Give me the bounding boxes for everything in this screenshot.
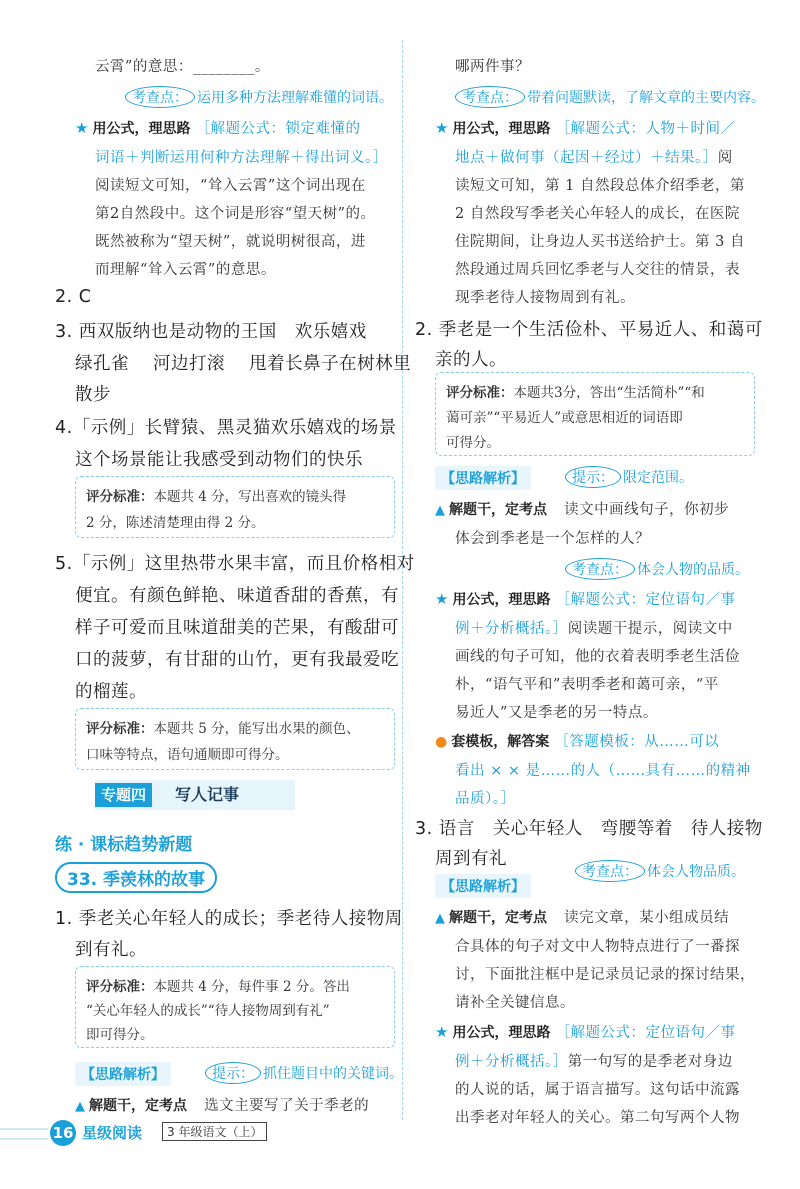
formula-text: 词语＋判断运用何种方法理解＋得出词义。］ [95, 150, 388, 166]
body-text: 讨，下面批注框中是记录员记录的探讨结果， [455, 967, 755, 983]
scoring-text: “关心年轻人的成长”“待人接物周到有礼” [86, 1003, 330, 1019]
star-icon: ★ [75, 119, 89, 137]
column-divider [402, 40, 403, 1120]
scoring-text: 即可得分。 [86, 1027, 154, 1043]
body-text: 读文中画线句子，你初步 [564, 502, 730, 518]
page-footer [0, 1118, 800, 1148]
body-text: 然段通过周兵回忆季老与人交往的情景，表 [455, 262, 740, 278]
body-text: 第一句写的是季老对身边 [567, 1054, 733, 1070]
body-text: 的人说的话，属于语言描写。这句话中流露 [455, 1082, 740, 1098]
kao-label: 考查点： [575, 860, 645, 882]
body-text: 而理解“耸入云霄”的意思。 [95, 262, 276, 278]
body-text: 阅 [717, 150, 733, 166]
template-row [435, 730, 719, 751]
tip-text: 限定范围。 [623, 470, 693, 486]
kao-text: 体会人物的品质。 [637, 562, 749, 578]
answer-3: 散步 [75, 385, 111, 405]
template-text: 品质）。］ [455, 791, 516, 807]
tip-note [565, 466, 693, 488]
analysis-row [435, 466, 531, 490]
answer-1: 1. 季老关心年轻人的成长；季老待人接物周 [55, 909, 403, 929]
kao-text: 体会人物品质。 [647, 864, 745, 880]
analysis-label: 【思路解析】 [435, 466, 531, 490]
formula-text: ［解题公式：人物＋时间／ [555, 121, 736, 137]
footer-rule [0, 1128, 48, 1140]
body-text: 出季老对年轻人的关心。第二句写两个人物 [455, 1110, 740, 1126]
kao-label: 考查点： [455, 86, 525, 108]
topic-banner [95, 780, 295, 810]
body-text: 住院期间，让身边人买书送给护士。第 3 自 [455, 234, 745, 250]
star-icon: ★ [435, 119, 449, 137]
answer-5: 便宜。有颜色鲜艳、味道香甜的香蕉，有 [75, 586, 399, 606]
scoring-text: 蔼可亲”“平易近人”或意思相近的词语即 [446, 410, 683, 426]
scoring-text: 本题共 4 分，写出喜欢的镜头得 [153, 489, 347, 505]
template-text: 看出 × × 是……的人（……具有……的精神 [455, 763, 751, 779]
formula-text: ［解题公式：锁定难懂的 [195, 121, 361, 137]
scoring-label: 评分标准： [86, 979, 154, 995]
lesson-title-text: 33. 季羡林的故事 [55, 862, 217, 893]
answer-2: 2. C [55, 287, 92, 307]
question-heading: 解题干，定考点 [89, 1098, 187, 1114]
scoring-text: 2 分，陈述清楚理由得 2 分。 [86, 515, 265, 531]
scoring-label: 评分标准： [446, 385, 514, 401]
answer-3: 3. 语言 关心年轻人 弯腰等着 待人接物 [415, 819, 763, 839]
analysis-row [75, 1062, 171, 1086]
body-text: 读短文可知，第 1 自然段总体介绍季老，第 [455, 178, 745, 194]
formula-row [455, 617, 733, 638]
apple-icon: ● [435, 734, 448, 750]
answer-3: 绿孔雀 河边打滚 甩着长鼻子在树林里 [75, 354, 412, 374]
lesson-title [55, 862, 217, 893]
answer-3: 周到有礼 [435, 849, 507, 869]
formula-row [435, 117, 736, 138]
topic-number: 专题四 [95, 783, 152, 807]
kao-note [455, 86, 765, 108]
body-text: 选文主要写了关于季老的 [204, 1098, 370, 1114]
scoring-box [75, 476, 395, 538]
answer-5: 5.「示例」这里热带水果丰富，而且价格相对 [55, 554, 415, 574]
body-text: 体会到季老是一个怎样的人？ [455, 531, 650, 547]
formula-row [435, 588, 736, 609]
kao-label: 考查点： [125, 86, 195, 108]
scoring-text: 本题共3分，答出“生活简朴”“和 [513, 385, 705, 401]
answer-4: 这个场景能让我感受到动物们的快乐 [75, 450, 363, 470]
tip-label: 提示： [205, 1062, 261, 1084]
grade-label: 3 年级语文（上） [162, 1122, 267, 1141]
body-text: 阅读短文可知，“耸入云霄”这个词出现在 [95, 178, 366, 194]
scoring-text: 本题共 5 分，能写出水果的颜色、 [153, 721, 360, 737]
answer-2: 2. 季老是一个生活俭朴、平易近人、和蔼可 [415, 320, 763, 340]
formula-text: 地点＋做何事（起因＋经过）＋结果。］ [455, 150, 718, 166]
scoring-label: 评分标准： [86, 489, 154, 505]
body-text: 第2自然段中。这个词是形容“望天树”的。 [95, 206, 376, 222]
formula-heading: 用公式，理思路 [452, 592, 551, 608]
body-text: 现季老待人接物周到有礼。 [455, 290, 635, 306]
body-text: 2 自然段写季老关心年轻人的成长，在医院 [455, 206, 740, 222]
star-icon: ★ [435, 590, 449, 608]
scoring-text: 口味等特点，语句通顺即可得分。 [86, 747, 289, 763]
body-text: 阅读题干提示，阅读文中 [567, 621, 733, 637]
scoring-label: 评分标准： [86, 721, 154, 737]
answer-3: 3. 西双版纳也是动物的王国 欢乐嬉戏 [55, 322, 367, 342]
question-heading: 解题干，定考点 [449, 502, 547, 518]
analysis-label: 【思路解析】 [75, 1062, 171, 1086]
body-text: 既然被称为“望天树”，就说明树很高，进 [95, 234, 366, 250]
kao-text: 带着问题默读，了解文章的主要内容。 [527, 90, 765, 106]
answer-1: 到有礼。 [75, 940, 147, 960]
text-line: 哪两件事？ [455, 59, 530, 75]
formula-heading: 用公式，理思路 [452, 121, 551, 137]
analysis-label: 【思路解析】 [435, 874, 531, 898]
body-text: 读完文章，某小组成员结 [564, 910, 730, 926]
page-number: 16 [50, 1120, 76, 1146]
body-text: 请补全关键信息。 [455, 995, 575, 1011]
formula-heading: 用公式，理思路 [92, 121, 191, 137]
answer-5: 口的菠萝，有甘甜的山竹，更有我最爱吃 [75, 650, 399, 670]
formula-text: ［解题公式：定位语句／事 [555, 592, 736, 608]
tip-note [205, 1062, 403, 1084]
body-text: 画线的句子可知，他的衣着表明季老生活俭 [455, 649, 740, 665]
answer-2: 亲的人。 [435, 350, 507, 370]
kao-text: 运用多种方法理解难懂的词语。 [197, 90, 393, 106]
formula-text: 例＋分析概括。］ [455, 621, 568, 637]
scoring-box [435, 372, 755, 456]
tip-label: 提示： [565, 466, 621, 488]
formula-text: ［解题公式：定位语句／事 [555, 1025, 736, 1041]
section-title: 练 · 课标趋势新题 [55, 835, 193, 855]
answer-5: 样子可爱而且味道甜美的芒果，有酸甜可 [75, 618, 399, 638]
bell-icon: ▲ [435, 503, 445, 518]
kao-note [565, 558, 749, 580]
brand-logo-text: 星级阅读 [82, 1124, 143, 1142]
kao-note [125, 86, 393, 108]
body-text: 合具体的句子对文中人物特点进行了一番探 [455, 939, 740, 955]
formula-row [435, 1021, 736, 1042]
formula-row [455, 146, 733, 167]
scoring-box [75, 708, 395, 770]
kao-note [575, 860, 745, 882]
scoring-box [75, 966, 395, 1048]
scoring-text: 可得分。 [446, 435, 500, 451]
question-heading: 解题干，定考点 [449, 910, 547, 926]
formula-row [455, 1050, 733, 1071]
formula-row [75, 117, 361, 138]
kao-label: 考查点： [565, 558, 635, 580]
body-text: 易近人”又是季老的另一特点。 [455, 705, 658, 721]
text-line: 云霄”的意思：________。 [95, 59, 270, 75]
template-heading: 套模板，解答案 [451, 734, 550, 750]
question-row [435, 906, 729, 927]
scoring-text: 本题共 4 分，每件事 2 分。答出 [153, 979, 350, 995]
topic-title: 写人记事 [175, 785, 240, 804]
answer-4: 4.「示例」长臂猿、黑灵猫欢乐嬉戏的场景 [55, 418, 397, 438]
formula-heading: 用公式，理思路 [452, 1025, 551, 1041]
star-icon: ★ [435, 1023, 449, 1041]
answer-5: 的榴莲。 [75, 682, 147, 702]
body-text: 朴，“语气平和”表明季老和蔼可亲，“平 [455, 677, 719, 693]
question-row [75, 1094, 369, 1115]
bell-icon: ▲ [75, 1099, 85, 1114]
formula-text: 例＋分析概括。］ [455, 1054, 568, 1070]
analysis-row [435, 874, 531, 898]
bell-icon: ▲ [435, 911, 445, 926]
template-text: ［答题模板：从……可以 [554, 734, 720, 750]
question-row [435, 498, 729, 519]
tip-text: 抓住题目中的关键词。 [263, 1066, 403, 1082]
